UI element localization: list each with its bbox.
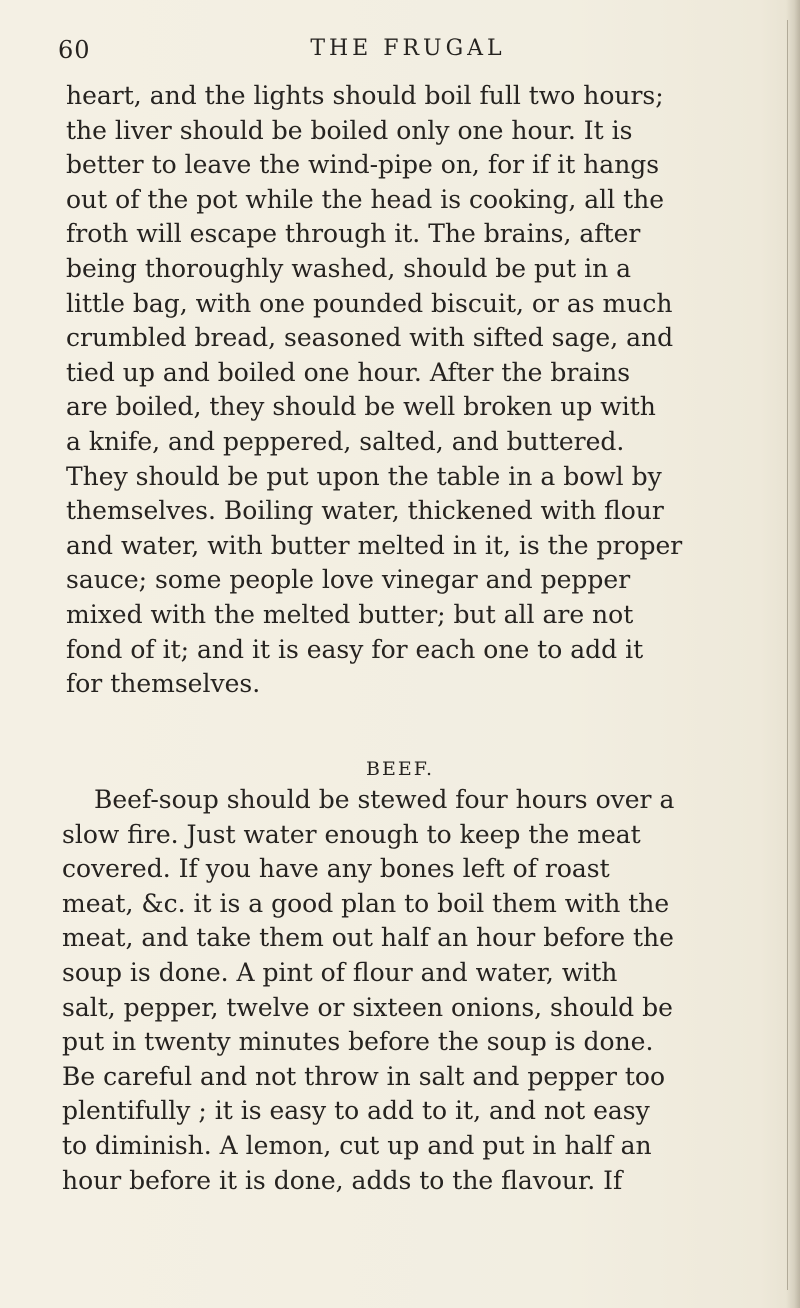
text-line: tied up and boiled one hour. After the brains <box>66 357 631 387</box>
text-line: meat, and take them out half an hour before the <box>62 923 674 953</box>
section-title-beef: BEEF. <box>366 758 434 780</box>
page-number: 60 <box>58 36 91 64</box>
text-line: They should be put upon the table in a bowl by <box>66 461 662 491</box>
text-line: crumbled bread, seasoned with sifted sage, and <box>66 323 674 353</box>
text-line: sauce; some people love vinegar and pepper <box>66 565 631 595</box>
text-line: are boiled, they should be well broken up with <box>66 392 656 422</box>
text-line: and water, with butter melted in it, is the proper <box>66 530 683 560</box>
text-line: hour before it is done, adds to the flavour. If <box>62 1165 623 1195</box>
text-line: fond of it; and it is easy for each one to add it <box>66 634 644 664</box>
text-line: Be careful and not throw in salt and pepper too <box>62 1061 666 1091</box>
text-line: put in twenty minutes before the soup is done. <box>62 1027 654 1057</box>
text-line: meat, &c. it is a good plan to boil them with the <box>62 888 670 918</box>
page-header <box>58 36 758 66</box>
text-line: for themselves. <box>66 669 261 699</box>
text-line: froth will escape through it. The brains, after <box>66 219 641 249</box>
text-line: soup is done. A pint of flour and water, with <box>62 957 618 987</box>
text-line: a knife, and peppered, salted, and buttered. <box>66 426 625 456</box>
paragraph-offal <box>0 79 800 702</box>
text-line: little bag, with one pounded biscuit, or as much <box>66 288 673 318</box>
text-line: slow fire. Just water enough to keep the meat <box>62 819 641 849</box>
text-line: covered. If you have any bones left of roast <box>62 854 610 884</box>
text-line: better to leave the wind-pipe on, for if it hangs <box>66 150 660 180</box>
text-line: salt, pepper, twelve or sixteen onions, should be <box>62 992 673 1022</box>
text-line: out of the pot while the head is cooking, all the <box>66 184 665 214</box>
text-line: themselves. Boiling water, thickened with flour <box>66 496 664 526</box>
text-line: Beef-soup should be stewed four hours over a <box>94 785 675 814</box>
text-line: mixed with the melted butter; but all are not <box>66 599 634 629</box>
running-head: THE FRUGAL <box>310 36 506 61</box>
text-line: plentifully ; it is easy to add to it, and not easy <box>62 1096 650 1126</box>
text-line: heart, and the lights should boil full two hours; <box>66 81 664 110</box>
paragraph-beef <box>0 783 800 1198</box>
text-line: being thoroughly washed, should be put in a <box>66 253 632 283</box>
text-line: to diminish. A lemon, cut up and put in half an <box>62 1130 652 1160</box>
text-line: the liver should be boiled only one hour. It is <box>66 115 633 145</box>
